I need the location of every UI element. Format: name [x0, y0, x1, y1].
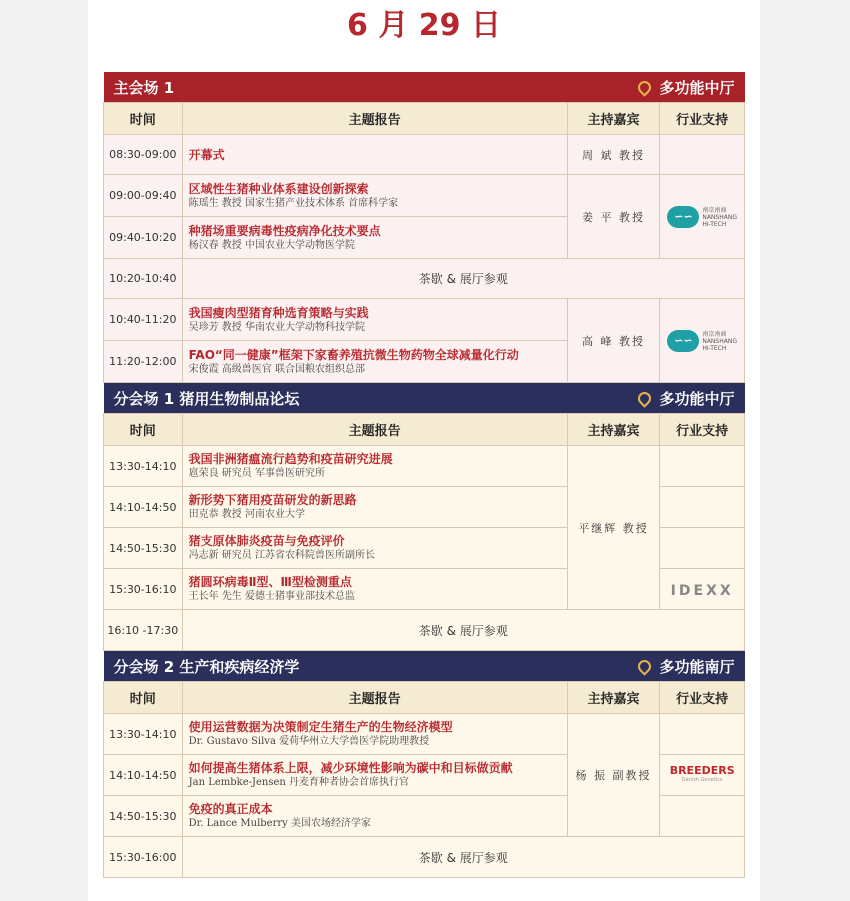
table-row: 11:20-12:00 FAO“同一健康”框架下家畜养殖抗微生物药物全球减量化行动 宋俊霞 高级兽医官 联合国粮农组织总部 [104, 341, 745, 383]
break-row: 16:10 -17:30 茶歇 & 展厅参观 [104, 610, 745, 651]
section-header-main [104, 72, 745, 103]
speaker: Dr. Gustavo Silva 爱荷华州立大学兽医学院助理教授 [188, 736, 430, 747]
talk-title: 开幕式 [188, 147, 225, 162]
speaker: Jan Lembke-Jensen 丹麦育种者协会首席执行官 [188, 777, 410, 788]
host-name: 高 峰 教授 [567, 299, 660, 383]
host-name: 平继辉 教授 [567, 446, 660, 610]
speaker: 冯志新 研究员 江苏省农科院兽医所副所长 [188, 550, 375, 561]
table-row: 14:10-14:50 如何提高生猪体系上限，减少环境性影响为碳中和目标做贡献 Jan Lembke-Jensen 丹麦育种者协会首席执行官 BREEDERS Danish Genetics [104, 755, 745, 796]
host-name: 姜 平 教授 [567, 175, 660, 259]
speaker: 杨汉春 教授 中国农业大学动物医学院 [188, 239, 355, 251]
column-header-row: 时间 主题报告 主持嘉宾 行业支持 [104, 414, 745, 446]
table-row: 14:10-14:50 新形势下猪用疫苗研发的新思路 田克恭 教授 河南农业大学 [104, 487, 745, 528]
talk-title: 我国非洲猪瘟流行趋势和疫苗研究进展 [188, 452, 393, 466]
table-row: 09:40-10:20 种猪场重要病毒性疫病净化技术要点 杨汉春 教授 中国农业大学动物医学院 [104, 217, 745, 259]
page [88, 0, 760, 901]
section-title: 分会场 2 生产和疾病经济学 [113, 657, 300, 676]
talk-title: 种猪场重要病毒性疫病净化技术要点 [188, 223, 381, 238]
talk-title: 猪圆环病毒Ⅱ型、Ⅲ型检测重点 [188, 575, 352, 589]
table-row: 14:50-15:30 猪支原体肺炎疫苗与免疫评价 冯志新 研究员 江苏省农科院兽医所副所长 [104, 528, 745, 569]
table-row: 08:30-09:00 开幕式 周 斌 教授 [104, 135, 745, 175]
column-header-row: 时间 主题报告 主持嘉宾 行业支持 [104, 103, 745, 135]
talk-title: 猪支原体肺炎疫苗与免疫评价 [188, 534, 345, 548]
talk-title: 新形势下猪用疫苗研发的新思路 [188, 493, 357, 507]
section-title: 分会场 1 猪用生物制品论坛 [113, 389, 300, 408]
sponsor-logo-breeders: BREEDERS Danish Genetics [660, 755, 745, 796]
speaker: 扈荣良 研究员 军事兽医研究所 [188, 468, 325, 479]
section-location: 多功能南厅 [638, 656, 734, 677]
sponsor-logo-idexx: IDEXX [660, 569, 745, 610]
section-location: 多功能中厅 [638, 77, 734, 98]
location-pin-icon [636, 389, 654, 407]
speaker: Dr. Lance Mulberry 美国农场经济学家 [188, 818, 371, 829]
speaker: 宋俊霞 高级兽医官 联合国粮农组织总部 [188, 363, 365, 375]
host-name: 杨 振 副教授 [567, 714, 660, 837]
location-pin-icon [636, 657, 654, 675]
speaker: 吴珍芳 教授 华南农业大学动物科技学院 [188, 321, 365, 333]
host-name: 周 斌 教授 [567, 135, 660, 175]
sponsor-logo-nanshang: ∽∽ 南京南商 NANSHANG HI-TECH [660, 175, 745, 259]
break-row: 15:30-16:00 茶歇 & 展厅参观 [104, 837, 745, 878]
section-location: 多功能中厅 [638, 388, 734, 409]
talk-title: 如何提高生猪体系上限，减少环境性影响为碳中和目标做贡献 [188, 761, 513, 775]
sponsor-logo-nanshang: ∽∽ 南京南商 NANSHANG HI-TECH [660, 299, 745, 383]
column-header-row: 时间 主题报告 主持嘉宾 行业支持 [104, 682, 745, 714]
table-row: 09:00-09:40 区域性生猪种业体系建设创新探索 陈瑶生 教授 国家生猪产业技术体系 首席科学家 姜 平 教授 ∽∽ 南京南商 NANSHANG HI-TECH [104, 175, 745, 217]
table-row: 10:40-11:20 我国瘦肉型猪育种选育策略与实践 吴珍芳 教授 华南农业大学动物科技学院 高 峰 教授 ∽∽ 南京南商 NANSHANG HI-TECH [104, 299, 745, 341]
table-row: 13:30-14:10 我国非洲猪瘟流行趋势和疫苗研究进展 扈荣良 研究员 军事兽医研究所 平继辉 教授 [104, 446, 745, 487]
speaker: 王长年 先生 爱德士猪事业部技术总监 [188, 591, 355, 602]
speaker: 陈瑶生 教授 国家生猪产业技术体系 首席科学家 [188, 197, 399, 209]
section-header-sub1 [104, 383, 745, 414]
table-row: 13:30-14:10 使用运营数据为决策制定生猪生产的生物经济模型 Dr. Gustavo Silva 爱荷华州立大学兽医学院助理教授 杨 振 副教授 [104, 714, 745, 755]
location-pin-icon [636, 78, 654, 96]
talk-title: 使用运营数据为决策制定生猪生产的生物经济模型 [188, 720, 453, 734]
table-row: 14:50-15:30 免疫的真正成本 Dr. Lance Mulberry 美国农场经济学家 [104, 796, 745, 837]
table-row: 15:30-16:10 猪圆环病毒Ⅱ型、Ⅲ型检测重点 王长年 先生 爱德士猪事业部技术总监 IDEXX [104, 569, 745, 610]
page-date: 6 月 29 日 [347, 8, 501, 43]
speaker: 田克恭 教授 河南农业大学 [188, 509, 305, 520]
talk-title: 免疫的真正成本 [188, 802, 273, 816]
talk-title: FAO“同一健康”框架下家畜养殖抗微生物药物全球减量化行动 [188, 347, 519, 362]
talk-title: 我国瘦肉型猪育种选育策略与实践 [188, 305, 369, 320]
break-row: 10:20-10:40 茶歇 & 展厅参观 [104, 259, 745, 299]
section-header-sub2 [104, 651, 745, 682]
section-title: 主会场 1 [113, 78, 175, 97]
schedule-table [103, 72, 745, 878]
talk-title: 区域性生猪种业体系建设创新探索 [188, 181, 369, 196]
